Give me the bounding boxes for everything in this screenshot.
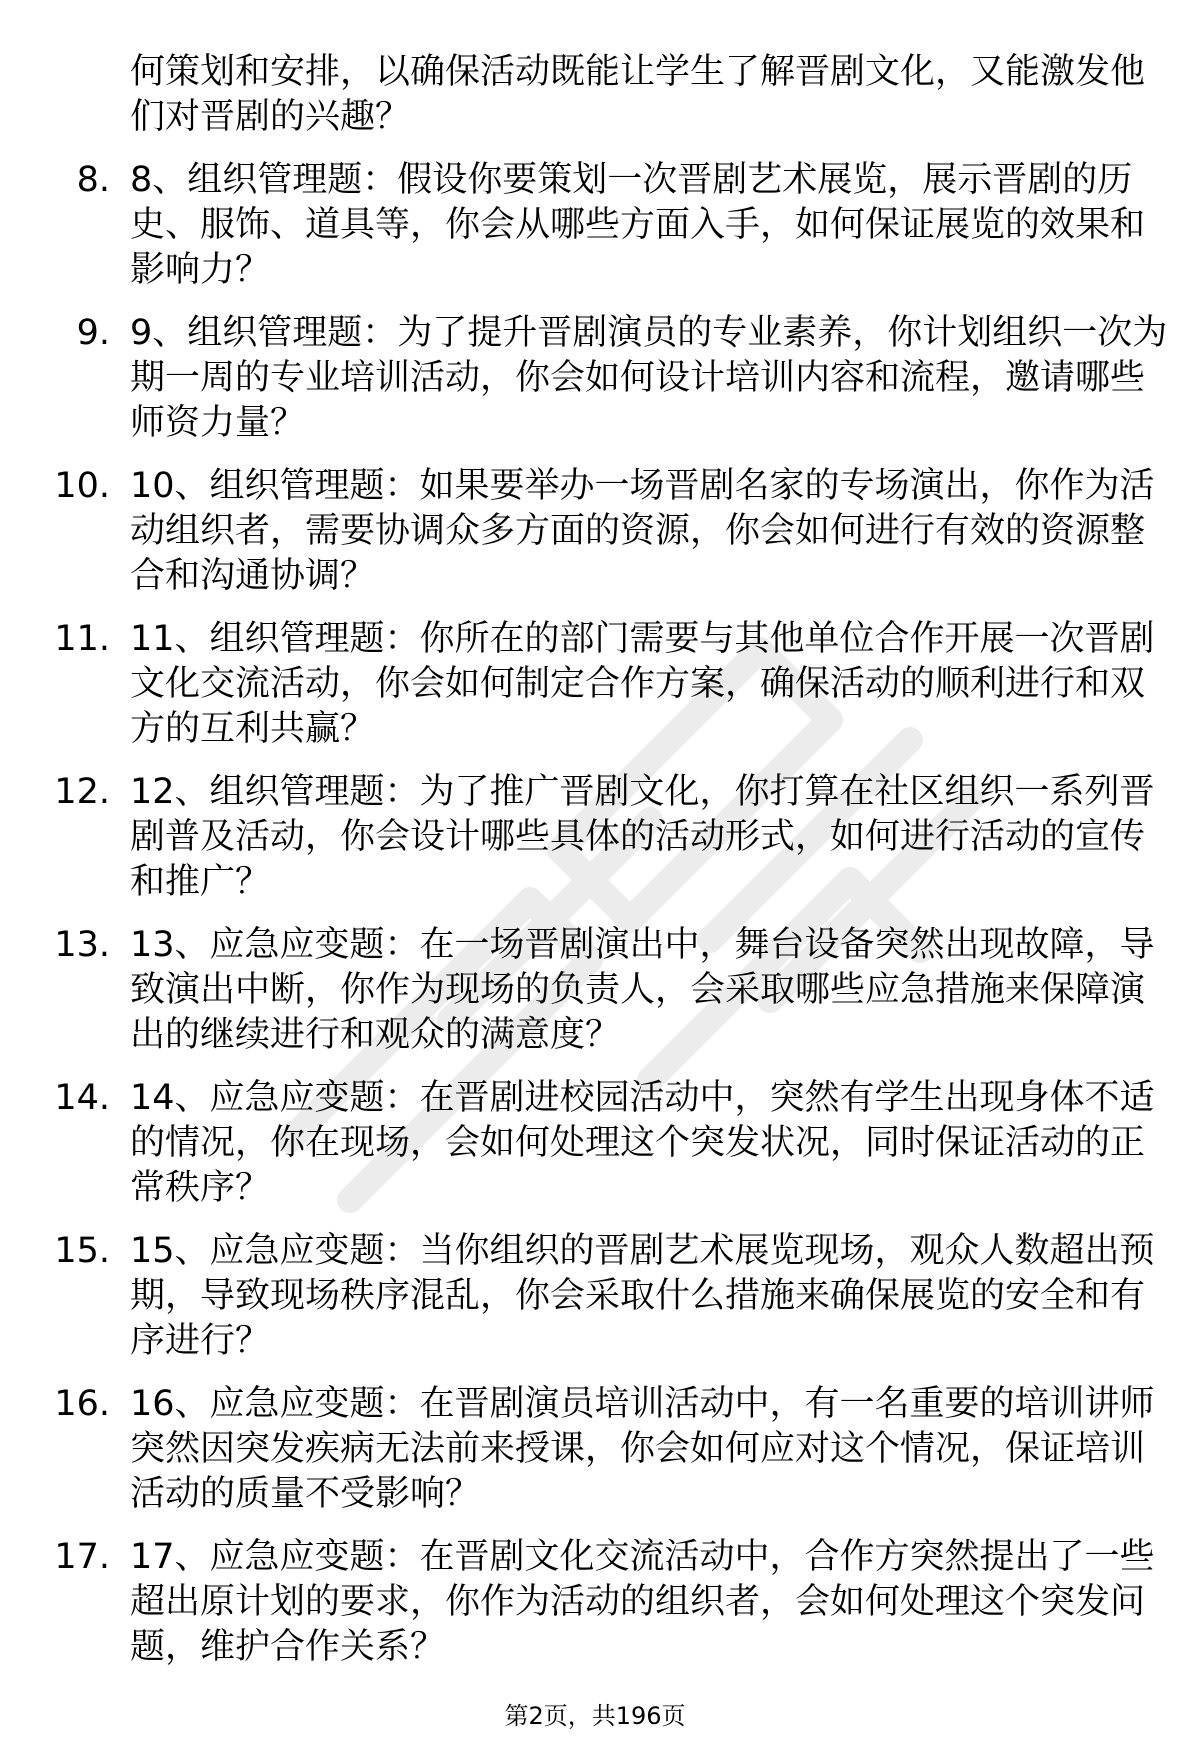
item-text: 9、组织管理题：为了提升晋剧演员的专业素养，你计划组织一次为期一周的专业培训活动，你会如何设计培训内容和流程，邀请哪些师资力量？ bbox=[130, 313, 1168, 443]
item-text: 15、应急应变题：当你组织的晋剧艺术展览现场，观众人数超出预期，导致现场秩序混乱，你会采取什么措施来确保展览的安全和有序进行？ bbox=[130, 1231, 1155, 1361]
item-text: 13、应急应变题：在一场晋剧演出中，舞台设备突然出现故障，导致演出中断，你作为现场的负责人，会采取哪些应急措施来保障演出的继续进行和观众的满意度？ bbox=[130, 925, 1155, 1055]
list-item bbox=[0, 923, 1190, 1058]
item-text: 17、应急应变题：在晋剧文化交流活动中，合作方突然提出了一些超出原计划的要求，你作为活动的组织者，会如何处理这个突发问题，维护合作关系？ bbox=[130, 1537, 1155, 1667]
list-item bbox=[0, 464, 1190, 599]
list-item bbox=[0, 158, 1190, 293]
item-text: 12、组织管理题：为了推广晋剧文化，你打算在社区组织一系列晋剧普及活动，你会设计哪些具体的活动形式，如何进行活动的宣传和推广？ bbox=[130, 772, 1155, 902]
continuation-paragraph: 何策划和安排，以确保活动既能让学生了解晋剧文化，又能激发他们对晋剧的兴趣？ bbox=[130, 52, 1146, 137]
list-item bbox=[0, 1535, 1190, 1670]
list-item bbox=[0, 1382, 1190, 1517]
list-item bbox=[0, 311, 1190, 446]
item-number: 8. bbox=[76, 160, 110, 200]
list-item bbox=[0, 770, 1190, 905]
item-text: 10、组织管理题：如果要举办一场晋剧名家的专场演出，你作为活动组织者，需要协调众多方面的资源，你会如何进行有效的资源整合和沟通协调？ bbox=[130, 466, 1155, 596]
item-text: 8、组织管理题：假设你要策划一次晋剧艺术展览，展示晋剧的历史、服饰、道具等，你会从哪些方面入手，如何保证展览的效果和影响力？ bbox=[130, 160, 1146, 290]
item-number: 12. bbox=[54, 772, 110, 812]
item-number: 14. bbox=[54, 1078, 110, 1118]
item-number: 13. bbox=[54, 925, 110, 965]
item-number: 17. bbox=[54, 1537, 110, 1577]
list-item bbox=[0, 1076, 1190, 1211]
item-number: 10. bbox=[54, 466, 110, 506]
item-number: 16. bbox=[54, 1384, 110, 1424]
question-list bbox=[0, 50, 1190, 1670]
item-text: 14、应急应变题：在晋剧进校园活动中，突然有学生出现身体不适的情况，你在现场，会如何处理这个突发状况，同时保证活动的正常秩序？ bbox=[130, 1078, 1155, 1208]
item-text: 16、应急应变题：在晋剧演员培训活动中，有一名重要的培训讲师突然因突发疾病无法前来授课，你会如何应对这个情况，保证培训活动的质量不受影响？ bbox=[130, 1384, 1155, 1514]
item-text: 11、组织管理题：你所在的部门需要与其他单位合作开展一次晋剧文化交流活动，你会如何制定合作方案，确保活动的顺利进行和双方的互利共赢？ bbox=[130, 619, 1155, 749]
item-number: 15. bbox=[54, 1231, 110, 1271]
list-item bbox=[0, 1229, 1190, 1364]
page-footer: 第2页，共196页 bbox=[504, 1702, 686, 1730]
item-number: 9. bbox=[76, 313, 110, 353]
item-number: 11. bbox=[54, 619, 110, 659]
list-item bbox=[0, 617, 1190, 752]
